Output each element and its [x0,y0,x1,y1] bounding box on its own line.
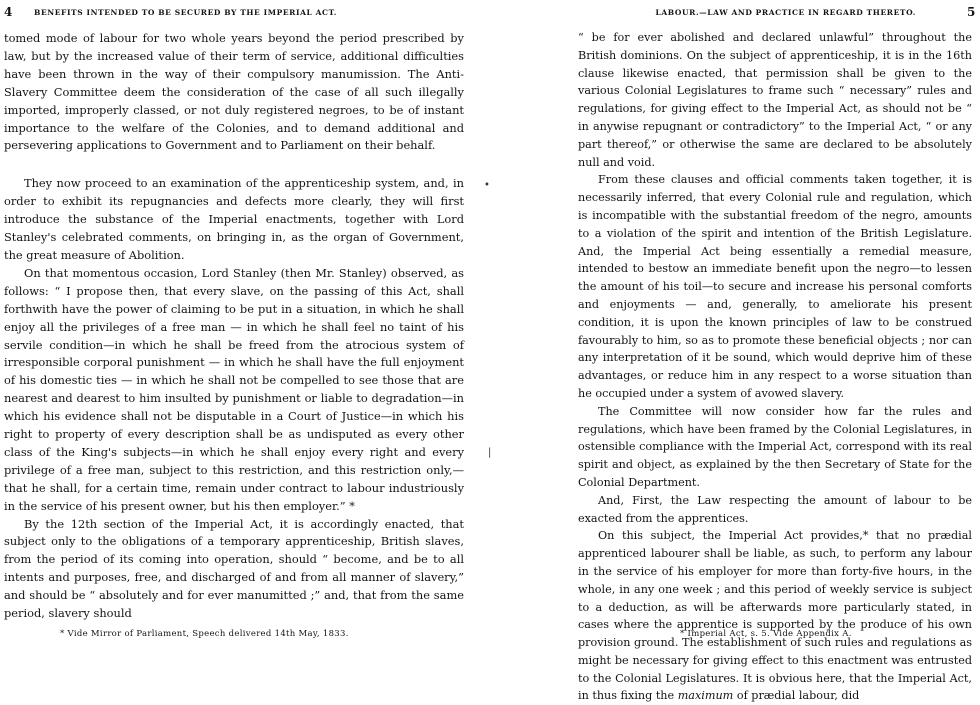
footnote-left: * Vide Mirror of Parliament, Speech delivered 14th May, 1833. [60,629,349,639]
right-page [500,0,980,703]
right-page-body [578,29,972,705]
left-page [0,0,480,650]
paragraph-emphasis: maximum [677,689,734,703]
left-page-body [4,30,464,623]
footnote-right: * Imperial Act, s. 5. Vide Appendix A. [680,629,852,639]
paragraph [578,527,972,705]
paragraph: tomed mode of labour for two whole years beyond the period prescribed by law, but by the increased value of their term of service, additional difficulties have been thrown in the way of their compulsory manumission. The Anti-Slavery Committee deem the consideration of the case of all such illegally imported, improperly classed, or not duly registered negroes, to be of instant importance to the welfare of the Colonies, and to demand additional and persevering applications to Government and to Parliament on their behalf. [4,31,464,153]
page-number-left: 4 [4,5,13,19]
page-number-right: 5 [967,5,976,19]
paragraph: They now proceed to an examination of the apprenticeship system, and, in order to exhibit its repugnancies and defects more clearly, they will first introduce the substance of the Imperial enactments, together with Lord Stanley's celebrated comments, on bringing in, as the organ of Government, the great measure of Abolition. [4,176,464,262]
paragraph: From these clauses and official comments taken together, it is necessarily inferred, that every Colonial rule and regulation, which is incompatible with the substantial freedom of the negro, amounts to a violation of the spirit and intention of the British Legislature. And, the Imperial Act being essentially a remedial measure, intended to bestow an immediate benefit upon the negro—to lessen the amount of his toil—to secure and increase his personal comforts and enjoyments — and, generally, to ameliorate his present condition, it is upon the known principles of law to be construed favourably to him, so as to promote these beneficial objects ; nor can any interpretation of it be sound, which would deprive him of these advantages, or reduce him in any respect to a worse situation than he occupied under a system of avowed slavery. [578,173,972,400]
paragraph: By the 12th section of the Imperial Act, it is accordingly enacted, that subject only to the obligations of a temporary apprenticeship, British slaves, from the period of its coming into operation, should “ become, and be to all intents and purposes, free, and discharged of and from all manner of slavery,” and should be “ absolutely and for ever manumitted ;” and, that from the same period, slavery should [4,516,464,621]
paragraph: And, First, the Law respecting the amount of labour to be exacted from the apprentices. [578,493,972,525]
paragraph: “ be for ever abolished and declared unlawful” throughout the British dominions. On the subject of apprenticeship, it is in the 16th clause likewise enacted, that permission shall be given to the various Colonial Legislatures to frame such “ necessary” rules and regulations, for giving effect to the Imperial Act, as should not be “ in anywise repugnant or contradictory” to the Imperial Act, “ or any part thereof,” or otherwise the same are declared to be absolutely null and void. [578,31,972,169]
running-head-title-left: BENEFITS INTENDED TO BE SECURED BY THE IMPERIAL ACT. [34,8,338,17]
paragraph: The Committee will now consider how far the rules and regulations, which have been framed by the Colonial Legislatures, in ostensible compliance with the Imperial Act, correspond with its real spirit and object, as explained by the then Secretary of State for the Colonial Department. [578,404,972,489]
paragraph-text: of prædial labour, did [733,689,860,703]
margin-mark: • [484,180,490,191]
margin-mark: | [488,447,492,458]
paragraph-text: On this subject, the Imperial Act provides,* that no prædial apprenticed labourer shall be liable, as such, to perform any labour in the service of his employer for more than forty-five hours, in the whole, in any one week ; and this period of weekly service is subject to a deduction, as will be afterwards more particularly stated, in cases where the apprentice is supported by the produce of his own provision ground. The establishment of such rules and regulations as might be necessary for giving effect to this enactment was entrusted to the Colonial Legislatures. It is obvious here, that the Imperial Act, in thus fixing the [578,529,972,703]
paragraph: On that momentous occasion, Lord Stanley (then Mr. Stanley) observed, as follows: “ I propose then, that every slave, on the passing of this Act, shall forthwith have the power of claiming to be put in a situation, in which he shall enjoy all the privileges of a free man — in which he shall feel no taint of his servile condition—in which he shall be freed from the atrocious system of irresponsible corporal punishment — in which he shall have the full enjoyment of his domestic ties — in which he shall not be compelled to see those that are nearest and dearest to him insulted by punishment or liable to degradation—in which his evidence shall not be disputable in a Court of Justice—in which his right to property of every description shall be as undisputed as every other class of the King's subjects—in which he shall enjoy every right and every privilege of a free man, subject to this restriction, and this restriction only,—that he shall, for a certain time, remain under contract to labour industriously in the service of his present owner, but his then employer.” * [4,265,464,513]
running-head-title-right: LABOUR.—LAW AND PRACTICE IN REGARD THERETO. [655,8,916,17]
